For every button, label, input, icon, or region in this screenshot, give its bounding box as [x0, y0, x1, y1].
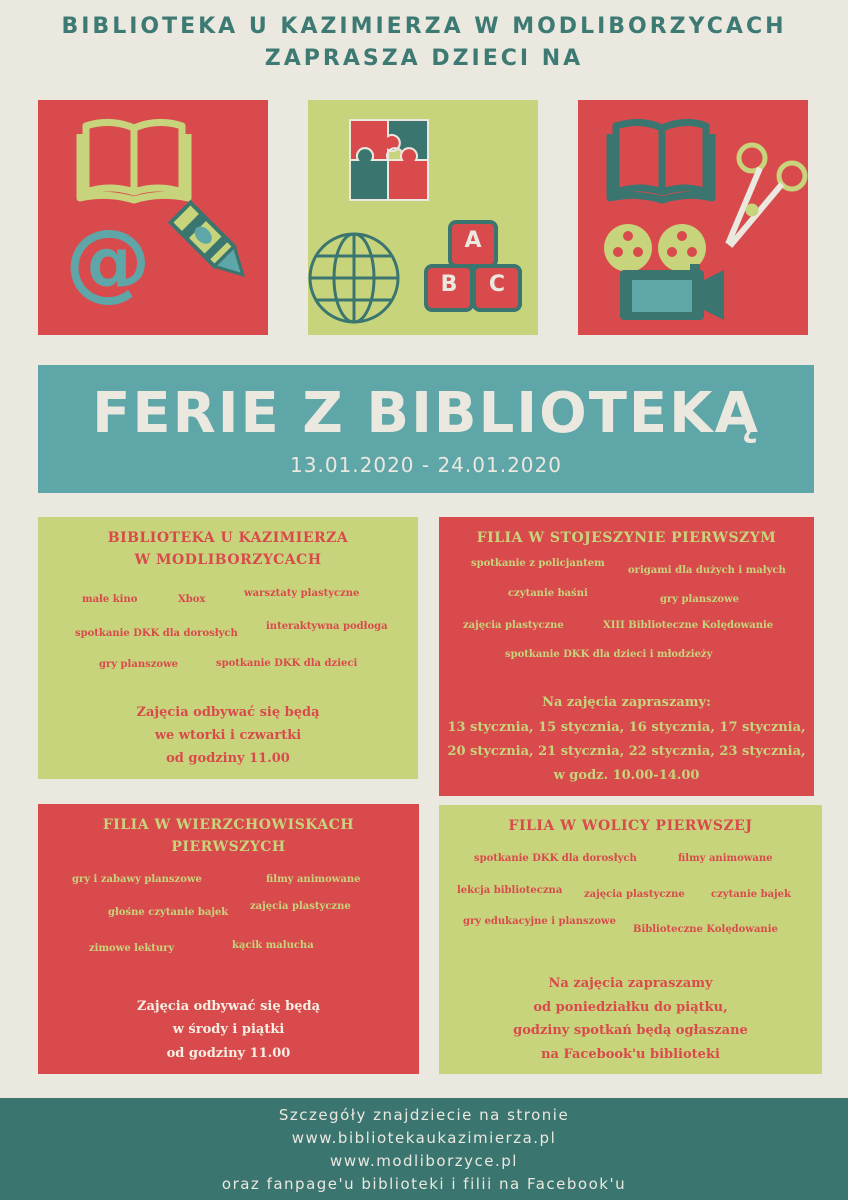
activity-item: zajęcia plastyczne: [463, 620, 564, 631]
activity-item: spotkanie DKK dla dorosłych: [474, 853, 637, 864]
activity-item: zimowe lektury: [89, 943, 175, 954]
schedule-line: od godziny 11.00: [166, 751, 290, 766]
schedule-line: na Facebook'u biblioteki: [541, 1047, 720, 1062]
panel-title-line1: BIBLIOTEKA U KAZIMIERZA: [107, 530, 349, 546]
film-projector-icon: [578, 100, 808, 335]
schedule-line: Na zajęcia zapraszamy: [548, 976, 713, 991]
activity-item: gry i zabawy planszowe: [72, 874, 202, 885]
activity-item: zajęcia plastyczne: [584, 889, 685, 900]
title-banner: [38, 365, 814, 493]
activity-item: interaktywna podłoga: [266, 621, 388, 632]
activity-item: spotkanie DKK dla dzieci i młodzieży: [505, 649, 713, 660]
activity-item: origami dla dużych i małych: [628, 565, 786, 576]
block-letter-c: C: [488, 272, 506, 297]
activity-item: czytanie baśni: [508, 588, 588, 599]
activity-item: małe kino: [82, 594, 138, 605]
schedule-line: Zajęcia odbywać się będą: [136, 999, 321, 1014]
activity-item: Xbox: [178, 594, 206, 605]
crayon-icon: [38, 100, 268, 335]
tile-book-scissors-projector: [578, 100, 808, 335]
activity-item: filmy animowane: [266, 874, 361, 885]
activity-item: zajęcia plastyczne: [250, 901, 351, 912]
panel-title: FILIA W WOLICY PIERWSZEJ: [508, 818, 753, 834]
panel-wierzchowiska: [38, 804, 419, 1074]
panel-kazimierz: [38, 517, 418, 779]
schedule-line: od poniedziałku do piątku,: [533, 1000, 728, 1015]
tile-puzzle-globe-blocks: [308, 100, 538, 335]
activity-item: gry edukacyjne i planszowe: [463, 916, 616, 927]
schedule-line: od godziny 11.00: [166, 1046, 291, 1061]
activity-item: głośne czytanie bajek: [108, 907, 229, 918]
activity-item: czytanie bajek: [711, 889, 791, 900]
schedule-line: 20 stycznia, 21 stycznia, 22 stycznia, 23 stycznia,: [447, 744, 806, 759]
panel-title-line1: FILIA W WIERZCHOWISKACH: [102, 817, 355, 833]
header-title-line1: BIBLIOTEKA U KAZIMIERZA W MODLIBORZYCACH: [61, 14, 787, 39]
footer: [0, 1098, 848, 1200]
panel-stojeszyn: [439, 517, 814, 796]
activity-item: XIII Biblioteczne Kolędowanie: [603, 620, 774, 631]
panel-title-line2: W MODLIBORZYCACH: [134, 552, 322, 568]
activity-item: Biblioteczne Kolędowanie: [633, 924, 778, 935]
schedule-line: 13 stycznia, 15 stycznia, 16 stycznia, 17 stycznia,: [447, 720, 806, 735]
footer-link-modliborzyce[interactable]: www.modliborzyce.pl: [330, 1152, 518, 1170]
abc-blocks-icon: [308, 100, 538, 335]
activity-item: spotkanie z policjantem: [471, 558, 605, 569]
event-title: FERIE Z BIBLIOTEKĄ: [92, 381, 760, 446]
activity-item: filmy animowane: [678, 853, 773, 864]
activity-item: kącik malucha: [232, 940, 314, 951]
panel-title: FILIA W STOJESZYNIE PIERWSZYM: [476, 530, 777, 546]
activity-item: spotkanie DKK dla dorosłych: [75, 628, 238, 639]
activity-item: gry planszowe: [660, 594, 740, 605]
schedule-line: we wtorki i czwartki: [154, 728, 302, 743]
footer-line: oraz fanpage'u biblioteki i filii na Facebook'u: [221, 1175, 627, 1193]
activity-item: warsztaty plastyczne: [244, 588, 360, 599]
footer-link-biblioteka[interactable]: www.bibliotekaukazimierza.pl: [291, 1129, 557, 1147]
event-dates: 13.01.2020 - 24.01.2020: [290, 453, 562, 477]
schedule-line: Zajęcia odbywać się będą: [136, 705, 320, 720]
footer-line: Szczegóły znajdziecie na stronie: [278, 1106, 570, 1124]
schedule-line: godziny spotkań będą ogłaszane: [513, 1023, 748, 1038]
block-letter-b: B: [440, 272, 458, 297]
panel-wolica: [439, 805, 822, 1074]
activity-item: lekcja biblioteczna: [457, 885, 563, 896]
tile-book-at-crayon: [38, 100, 268, 335]
activity-item: gry planszowe: [99, 659, 179, 670]
schedule-line: w środy i piątki: [172, 1022, 285, 1037]
block-letter-a: A: [464, 228, 482, 253]
at-sign-glyph: @: [65, 211, 151, 311]
header-title-line2: ZAPRASZA DZIECI NA: [264, 46, 584, 71]
panel-title-line2: PIERWSZYCH: [171, 839, 286, 855]
schedule-line: Na zajęcia zapraszamy:: [542, 695, 711, 710]
activity-item: spotkanie DKK dla dzieci: [216, 658, 358, 669]
schedule-line: w godz. 10.00-14.00: [553, 768, 700, 783]
